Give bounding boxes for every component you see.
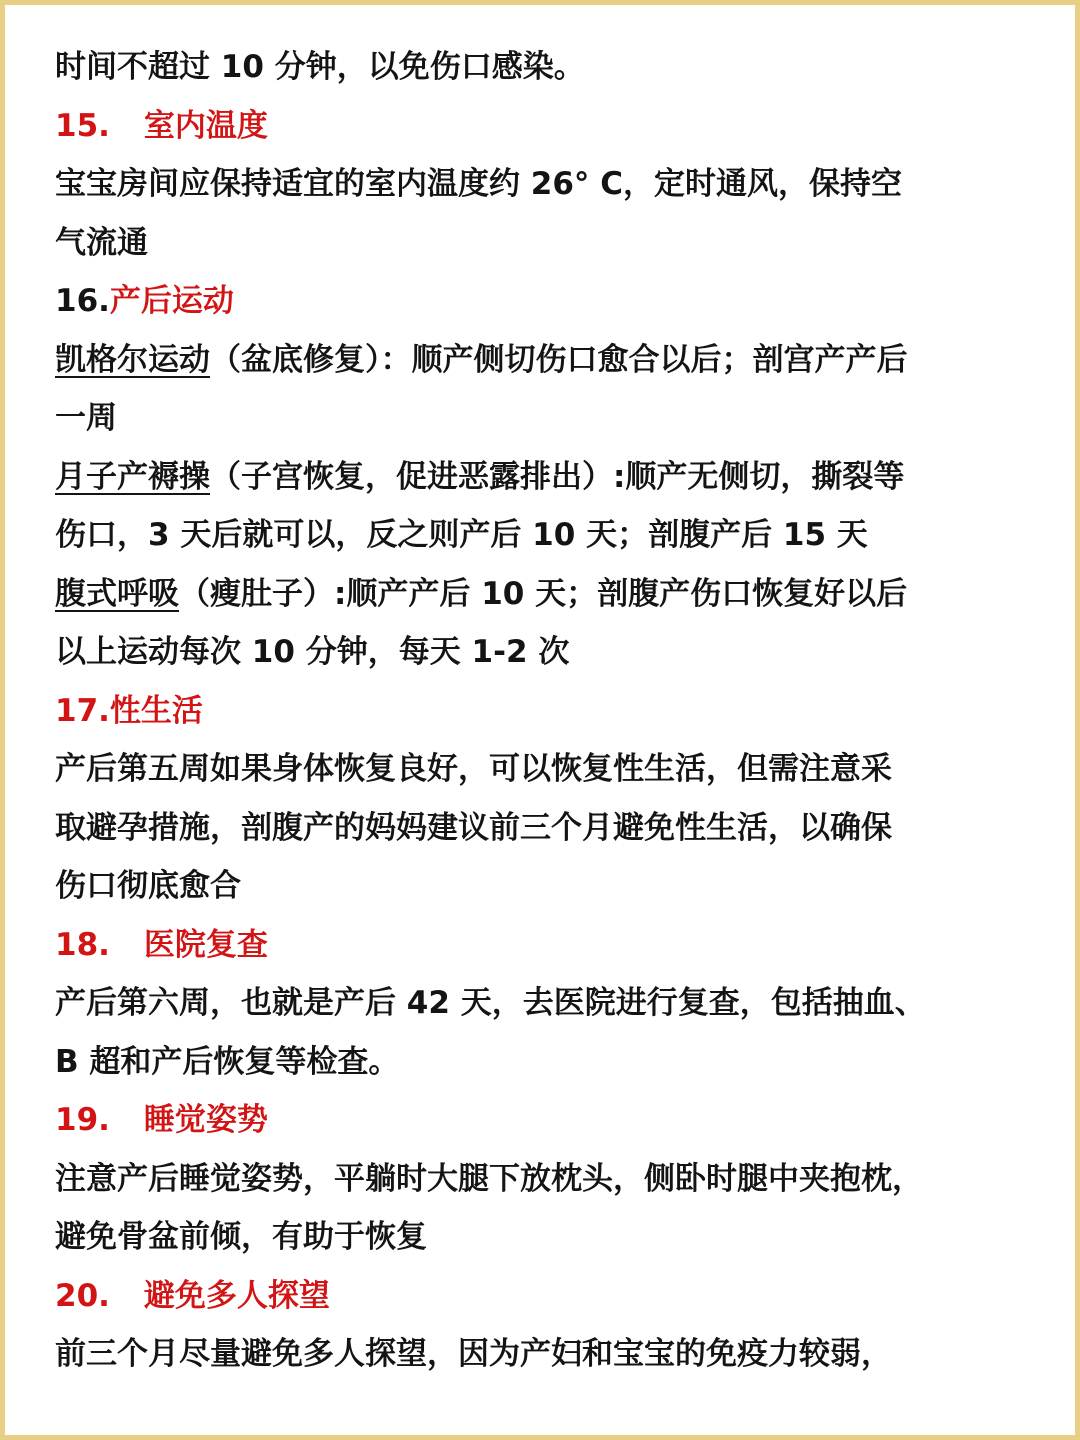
underlined-term: 腹式呼吸 (55, 575, 179, 612)
section-title: 睡觉姿势 (143, 1102, 268, 1138)
section-number: 19. (55, 1102, 110, 1138)
article-body (55, 38, 1045, 1384)
term-description: （子宫恢复，促进恶露排出）:顺产无侧切，撕裂等 (210, 458, 905, 495)
paragraph-line: 注意产后睡觉姿势，平躺时大腿下放枕头，侧卧时腿中夹抱枕， (55, 1160, 923, 1197)
paragraph-line: 一周 (55, 400, 117, 436)
underlined-term: 凯格尔运动 (55, 341, 210, 378)
term-description: （瘦肚子）:顺产产后 10 天；剖腹产伤口恢复好以后 (179, 575, 908, 612)
paragraph-line: 前三个月尽量避免多人探望，因为产妇和宝宝的免疫力较弱， (55, 1336, 892, 1372)
section-heading-17 (55, 682, 1045, 741)
section-number: 16. (55, 283, 110, 319)
paragraph-line: 以上运动每次 10 分钟，每天 1-2 次 (55, 634, 570, 670)
paragraph-line: B 超和产后恢复等检查。 (55, 1043, 400, 1080)
paragraph-line: 避免骨盆前倾，有助于恢复 (55, 1219, 427, 1255)
paragraph-line: 宝宝房间应保持适宜的室内温度约 26° C，定时通风，保持空 (55, 166, 902, 202)
section-heading-19 (55, 1091, 1045, 1150)
paragraph-line: 取避孕措施，剖腹产的妈妈建议前三个月避免性生活，以确保 (55, 809, 892, 846)
paragraph-line (55, 565, 1045, 624)
section-title: 产后运动 (109, 283, 234, 319)
paragraph-line: 伤口彻底愈合 (55, 868, 241, 904)
paragraph-line: 产后第五周如果身体恢复良好，可以恢复性生活，但需注意采 (55, 751, 892, 787)
section-heading-16 (55, 272, 1045, 331)
paragraph-line (55, 331, 1045, 390)
section-heading-15 (55, 97, 1045, 156)
term-description: （盆底修复）：顺产侧切伤口愈合以后；剖宫产产后 (210, 341, 908, 378)
section-heading-18 (55, 916, 1045, 975)
paragraph-line: 时间不超过 10 分钟，以免伤口感染。 (55, 49, 585, 85)
section-number: 20. (55, 1277, 110, 1314)
paragraph-line: 气流通 (55, 224, 148, 261)
section-heading-20 (55, 1267, 1045, 1326)
section-number: 18. (55, 926, 110, 963)
section-title: 性生活 (109, 692, 203, 729)
section-title: 避免多人探望 (143, 1277, 330, 1314)
paragraph-line: 伤口，3 天后就可以，反之则产后 10 天；剖腹产后 15 天 (55, 517, 868, 553)
section-number: 17. (55, 692, 110, 729)
section-title: 医院复查 (143, 926, 268, 963)
paragraph-line (55, 448, 1045, 507)
section-number: 15. (55, 107, 110, 144)
underlined-term: 月子产褥操 (55, 458, 210, 495)
paragraph-line: 产后第六周，也就是产后 42 天，去医院进行复查，包括抽血、 (55, 985, 926, 1021)
section-title: 室内温度 (143, 107, 268, 144)
